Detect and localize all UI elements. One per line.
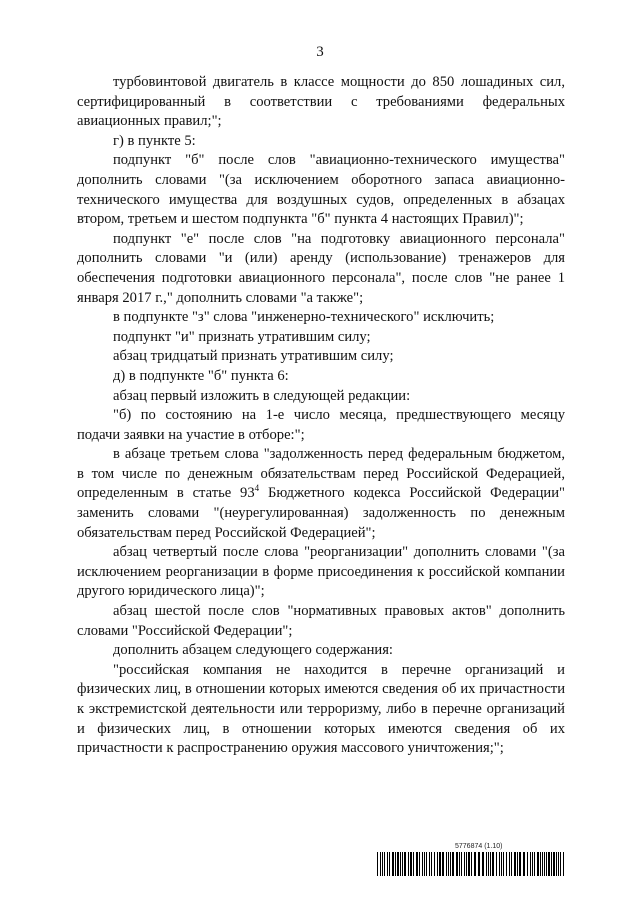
paragraph-3: подпункт "б" после слов "авиационно-технического имущества" дополнить словами "(за исключением оборотного запаса авиационно-технического имущества для воздушных судов, определенных в абзацах втором, третьем и шестом подпункта "б" пункта 4 настоящих Правил)"; [77, 152, 565, 228]
paragraph-10: "б) по состоянию на 1-е число месяца, предшествующего месяцу подачи заявки на участие в отборе:"; [77, 407, 565, 443]
superscript: 4 [254, 482, 260, 493]
paragraph-4: подпункт "е" после слов "на подготовку авиационного персонала" дополнить словами "и (или) аренду (использование) тренажеров для обеспечения подготовки авиационного персонала", после слов "не ранее 1 января 2017 г.," дополнить словами "а также"; [77, 230, 565, 306]
page-number: 3 [316, 44, 324, 60]
paragraph-11-text-b: Бюджетного кодекса Российской Федерации" заменить словами "(неурегулированная) задолженность по денежным обязательствам перед Российской Федерацией"; [77, 485, 565, 541]
paragraph-15: "российская компания не находится в перечне организаций и физических лиц, в отношении которых имеются сведения об их причастности к экстремистской деятельности или терроризму, либо в перечне организаций и физических лиц, в отношении которых имеются сведения об их причастности к распространению оружия массового уничтожения;"; [77, 661, 565, 757]
paragraph-11 [77, 445, 565, 543]
paragraph-8: д) в подпункте "б" пункта 6: [113, 367, 289, 384]
paragraph-14: дополнить абзацем следующего содержания: [113, 642, 393, 659]
paragraph-13: абзац шестой после слов "нормативных правовых актов" дополнить словами "Российской Федерации"; [77, 603, 565, 639]
paragraph-5: в подпункте "з" слова "инженерно-технического" исключить; [113, 309, 495, 326]
paragraph-9: абзац первый изложить в следующей редакции: [113, 387, 411, 404]
paragraph-12: абзац четвертый после слова "реорганизации" дополнить словами "(за исключением реорганизации в форме присоединения к российской компании другого юридического лица)"; [77, 544, 565, 600]
document-body [77, 73, 565, 759]
barcode [377, 852, 565, 876]
paragraph-1: турбовинтовой двигатель в классе мощности до 850 лошадиных сил, сертифицированный в соответствии с требованиями федеральных авиационных правил;"; [77, 74, 565, 130]
paragraph-2: г) в пункте 5: [113, 132, 196, 149]
paragraph-11-text-a: в абзаце третьем слова "задолженность перед федеральным бюджетом, в том числе по денежным обязательствам перед Российской Федерацией, определенным в статье 93 [77, 446, 565, 502]
barcode-label: 5776874 (1.10) [455, 843, 503, 850]
paragraph-6: подпункт "и" признать утратившим силу; [113, 328, 371, 345]
paragraph-7: абзац тридцатый признать утратившим силу; [113, 348, 394, 365]
